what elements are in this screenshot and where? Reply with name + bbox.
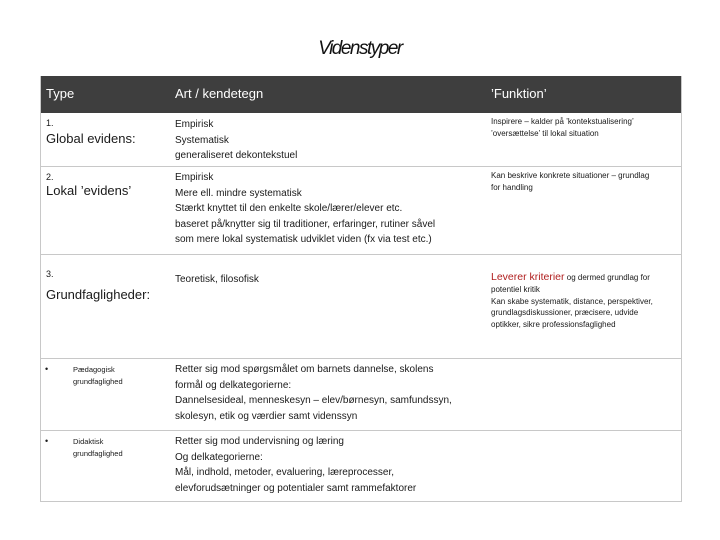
subtype-line: Didaktisk — [73, 437, 104, 446]
art-line: Og delkategorierne: — [175, 451, 263, 463]
table-row — [41, 167, 681, 255]
art-line: elevforudsætninger og potentialer samt rammefaktorer — [175, 482, 417, 494]
row-art — [175, 434, 416, 496]
bullet-icon: • — [45, 364, 49, 374]
art-line: Retter sig mod undervisning og læring — [175, 436, 344, 447]
art-line: som mere lokal systematisk udviklet viden (fx via test etc.) — [175, 234, 432, 245]
funktion-line: grundlagsdiskussioner, præcisere, udvide — [491, 308, 639, 318]
art-line: Empirisk — [175, 172, 214, 183]
funktion-line: ’oversættelse’ til lokal situation — [491, 128, 599, 138]
header-funktion: ’Funktion’ — [491, 86, 547, 101]
art-line: Retter sig mod spørgsmålet om barnets dannelse, skolens — [175, 364, 434, 375]
subtype-line: grundfaglighed — [73, 449, 123, 458]
row-number: 3. — [46, 269, 54, 279]
funktion-line: Kan beskrive konkrete situationer – grundlag — [491, 171, 650, 180]
row-art — [175, 170, 435, 248]
knowledge-types-table — [40, 76, 682, 502]
subtype-line: Pædagogisk — [73, 365, 115, 374]
row-type: Grundfagligheder: — [46, 287, 151, 302]
art-line: baseret på/knytter sig til traditioner, erfaringer, rutiner såvel — [175, 218, 436, 230]
page-title: Videnstyper — [318, 38, 402, 59]
row-art — [175, 272, 259, 288]
row-funktion — [491, 116, 634, 140]
criteria-highlight: Leverer kriterier — [491, 271, 565, 283]
art-line: Mere ell. mindre systematisk — [175, 187, 302, 199]
row-type: Lokal ’evidens’ — [46, 183, 132, 198]
header-type: Type — [46, 86, 75, 101]
funktion-line: for handling — [491, 182, 533, 192]
art-line: Empirisk — [175, 119, 214, 130]
funktion-line: potentiel kritik — [491, 284, 540, 294]
art-line: Stærkt knyttet til den enkelte skole/lærer/elever etc. — [175, 203, 403, 214]
table-header — [41, 76, 681, 113]
funktion-first-rest: og dermed grundlag for — [564, 273, 650, 282]
row-art — [175, 362, 452, 424]
subtype-line: grundfaglighed — [73, 377, 123, 386]
row-funktion — [491, 170, 649, 194]
art-line: Mål, indhold, metoder, evaluering, læreprocesser, — [175, 467, 395, 478]
row-type: Global evidens: — [46, 131, 136, 146]
table-row — [41, 113, 681, 167]
art-line: Systematisk — [175, 134, 229, 146]
table-row — [41, 431, 681, 502]
art-line: generaliseret dekontekstuel — [175, 150, 298, 161]
bullet-icon: • — [45, 436, 49, 446]
art-line: formål og delkategorierne: — [175, 379, 292, 391]
funktion-line: optikker, sikre professionsfaglighed — [491, 320, 616, 330]
funktion-line: Kan skabe systematik, distance, perspektiver, — [491, 296, 653, 306]
funktion-line — [491, 272, 653, 284]
funktion-line: Inspirere – kalder på ’kontekstualisering’ — [491, 117, 634, 126]
row-funktion — [491, 272, 653, 331]
row-subtype — [73, 364, 123, 388]
art-line: Dannelsesideal, menneskesyn – elev/børnesyn, samfundssyn, — [175, 395, 452, 406]
row-number: 1. — [46, 118, 54, 128]
row-art — [175, 117, 297, 164]
art-line: skolesyn, etik og værdier samt videnssyn — [175, 410, 358, 422]
table-row — [41, 359, 681, 431]
row-subtype — [73, 436, 123, 460]
art-line: Teoretisk, filosofisk — [175, 274, 259, 285]
header-art: Art / kendetegn — [175, 86, 264, 101]
table-row — [41, 255, 681, 359]
row-number: 2. — [46, 172, 54, 182]
